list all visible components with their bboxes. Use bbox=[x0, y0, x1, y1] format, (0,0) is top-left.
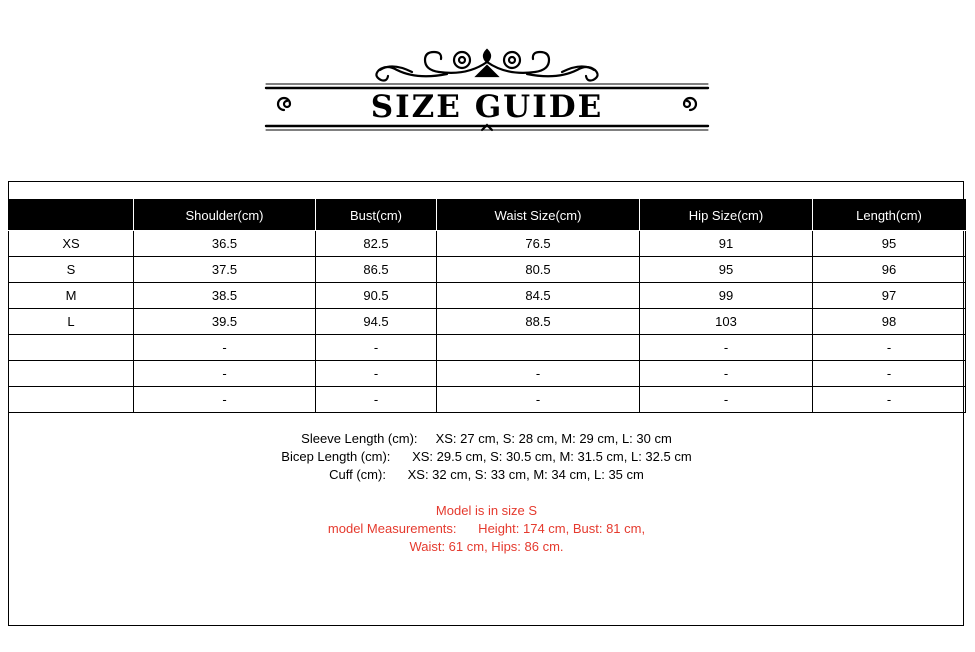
cell-shoulder: - bbox=[134, 361, 316, 387]
cell-size bbox=[9, 335, 134, 361]
table-row bbox=[9, 231, 966, 257]
cell-shoulder: 38.5 bbox=[134, 283, 316, 309]
cell-hip: 91 bbox=[640, 231, 813, 257]
table-row bbox=[9, 309, 966, 335]
table-row bbox=[9, 387, 966, 413]
cell-length: 98 bbox=[813, 309, 966, 335]
cell-bust: - bbox=[316, 335, 437, 361]
table-row bbox=[9, 283, 966, 309]
cell-bust: 82.5 bbox=[316, 231, 437, 257]
cell-shoulder: - bbox=[134, 387, 316, 413]
cell-waist: 76.5 bbox=[437, 231, 640, 257]
model-size-note: Model is in size S bbox=[435, 503, 538, 518]
cell-waist: - bbox=[437, 387, 640, 413]
cell-waist: 88.5 bbox=[437, 309, 640, 335]
cell-hip: 95 bbox=[640, 257, 813, 283]
cell-waist: - bbox=[437, 361, 640, 387]
cell-size: L bbox=[9, 309, 134, 335]
header-length: Length(cm) bbox=[813, 200, 966, 231]
table-row bbox=[9, 361, 966, 387]
cell-length: - bbox=[813, 387, 966, 413]
sleeve-length-note: Sleeve Length (cm): XS: 27 cm, S: 28 cm, M: 29 cm, L: 30 cm bbox=[301, 431, 672, 446]
cell-hip: 99 bbox=[640, 283, 813, 309]
header-shoulder: Shoulder(cm) bbox=[134, 200, 316, 231]
model-measurements-note: model Measurements: Height: 174 cm, Bust: 81 cm, bbox=[327, 521, 646, 536]
table-header-row bbox=[9, 200, 966, 231]
cell-length: 97 bbox=[813, 283, 966, 309]
header-bust: Bust(cm) bbox=[316, 200, 437, 231]
header-size bbox=[9, 200, 134, 231]
cell-length: - bbox=[813, 361, 966, 387]
cell-waist: 84.5 bbox=[437, 283, 640, 309]
cell-size bbox=[9, 387, 134, 413]
cell-size: M bbox=[9, 283, 134, 309]
cell-size: S bbox=[9, 257, 134, 283]
cell-shoulder: 39.5 bbox=[134, 309, 316, 335]
header-hip: Hip Size(cm) bbox=[640, 200, 813, 231]
cell-length: 96 bbox=[813, 257, 966, 283]
model-measurements-note-2: Waist: 61 cm, Hips: 86 cm. bbox=[409, 539, 564, 554]
cell-shoulder: 37.5 bbox=[134, 257, 316, 283]
cell-size: XS bbox=[9, 231, 134, 257]
cell-hip: - bbox=[640, 335, 813, 361]
cell-hip: - bbox=[640, 387, 813, 413]
bicep-length-note: Bicep Length (cm): XS: 29.5 cm, S: 30.5 cm, M: 31.5 cm, L: 32.5 cm bbox=[281, 449, 692, 464]
table-row bbox=[9, 335, 966, 361]
cell-length: - bbox=[813, 335, 966, 361]
cell-bust: 94.5 bbox=[316, 309, 437, 335]
size-guide-logo bbox=[262, 38, 712, 138]
table-row bbox=[9, 257, 966, 283]
size-table bbox=[8, 199, 966, 413]
size-guide-title: SIZE GUIDE bbox=[370, 89, 604, 125]
cell-bust: 90.5 bbox=[316, 283, 437, 309]
cell-waist: 80.5 bbox=[437, 257, 640, 283]
cell-hip: - bbox=[640, 361, 813, 387]
cell-bust: 86.5 bbox=[316, 257, 437, 283]
cell-shoulder: - bbox=[134, 335, 316, 361]
cell-bust: - bbox=[316, 387, 437, 413]
header-waist: Waist Size(cm) bbox=[437, 200, 640, 231]
cell-size bbox=[9, 361, 134, 387]
cell-shoulder: 36.5 bbox=[134, 231, 316, 257]
cell-length: 95 bbox=[813, 231, 966, 257]
cell-waist bbox=[437, 335, 640, 361]
cuff-note: Cuff (cm): XS: 32 cm, S: 33 cm, M: 34 cm, L: 35 cm bbox=[329, 467, 644, 482]
cell-hip: 103 bbox=[640, 309, 813, 335]
cell-bust: - bbox=[316, 361, 437, 387]
